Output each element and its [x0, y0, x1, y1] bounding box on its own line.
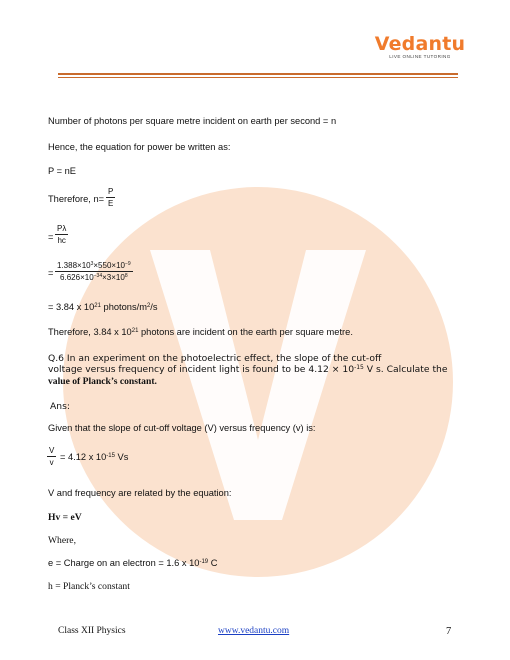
- question-exponent: -15: [354, 364, 364, 371]
- fraction-v-over-nu: [47, 446, 56, 467]
- result-unit: photons/m: [100, 302, 147, 312]
- fraction-numerator: [55, 261, 133, 272]
- footer-website-link[interactable]: www.vedantu.com: [218, 626, 290, 636]
- num-exponent: −9: [124, 261, 131, 267]
- header-rule-thin: [58, 77, 458, 78]
- slope-text: = 4.12 x 10: [60, 452, 107, 462]
- fraction-numerator: P: [108, 187, 114, 196]
- num-exponent: 3: [90, 261, 94, 267]
- num-part: 1.388×10: [57, 261, 91, 270]
- text-therefore-n: Therefore, n=: [48, 194, 105, 204]
- text-therefore-conclusion: [48, 327, 353, 338]
- slope-value: [60, 452, 128, 463]
- conclusion-text: Therefore, 3.84 x 10: [48, 327, 132, 337]
- den-exponent: −34: [93, 273, 103, 279]
- equation-hv-ev: Hv = eV: [48, 512, 82, 523]
- fraction-denominator: E: [108, 199, 114, 208]
- conclusion-exponent: 21: [131, 328, 139, 334]
- text-relation: V and frequency are related by the equation:: [48, 488, 232, 498]
- equation-power: P = nE: [48, 166, 76, 176]
- fraction-denominator: hc: [57, 236, 66, 245]
- charge-unit: C: [208, 558, 218, 568]
- question-6-line2: [48, 364, 448, 375]
- result-text: = 3.84 x 10: [48, 302, 95, 312]
- question-6-line3: value of Planck’s constant.: [48, 376, 157, 387]
- slope-exponent: -15: [106, 453, 115, 459]
- text-given-slope: Given that the slope of cut-off voltage (V) versus frequency (v) is:: [48, 423, 316, 433]
- logo-wordmark: Vedantu: [374, 33, 466, 55]
- conclusion-text: photons are incident on the earth per square metre.: [138, 327, 353, 337]
- equals-sign: =: [48, 232, 54, 242]
- result-photons-rate: [48, 302, 158, 313]
- result-unit-end: /s: [150, 302, 158, 312]
- question-text: voltage versus frequency of incident light is found to be 4.12 × 10: [48, 364, 355, 375]
- fraction-denominator: [55, 272, 133, 282]
- footer-page-number: 7: [446, 626, 452, 637]
- text-power-intro: Hence, the equation for power be written as:: [48, 142, 231, 152]
- fraction-numerator: Pλ: [57, 224, 67, 233]
- fraction-numeric-evaluation: [55, 261, 133, 282]
- header-rule-thick: [58, 73, 458, 75]
- fraction-p-over-e: [106, 187, 115, 208]
- den-exponent: 8: [124, 273, 128, 279]
- vedantu-logo: [372, 33, 468, 59]
- den-part: ×3×10: [102, 273, 125, 282]
- result-exponent: 21: [94, 303, 101, 309]
- footer-class-label: Class XII Physics: [58, 626, 126, 636]
- slope-unit: Vs: [114, 452, 129, 462]
- charge-exponent: -19: [199, 559, 209, 565]
- question-text: V s. Calculate the: [363, 364, 448, 375]
- fraction-denominator: v: [49, 458, 54, 467]
- result-unit-exponent: 2: [146, 303, 151, 309]
- equals-sign: =: [48, 268, 54, 278]
- text-planck-constant: h = Planck’s constant: [48, 581, 130, 592]
- text-photons-definition: Number of photons per square metre incident on earth per second = n: [48, 116, 337, 126]
- text-electron-charge: [48, 558, 217, 569]
- question-6-line1: Q.6 In an experiment on the photoelectric effect, the slope of the cut-off: [48, 353, 382, 364]
- den-part: 6.626×10: [60, 273, 94, 282]
- answer-label: Ans:: [50, 401, 70, 412]
- num-part: ×550×10: [93, 261, 125, 270]
- fraction-plambda-over-hc: [55, 224, 68, 245]
- charge-text: e = Charge on an electron = 1.6 x 10: [48, 558, 200, 568]
- logo-tagline: LIVE ONLINE TUTORING: [389, 54, 451, 59]
- text-where: Where,: [48, 535, 76, 546]
- fraction-numerator: V: [49, 446, 55, 455]
